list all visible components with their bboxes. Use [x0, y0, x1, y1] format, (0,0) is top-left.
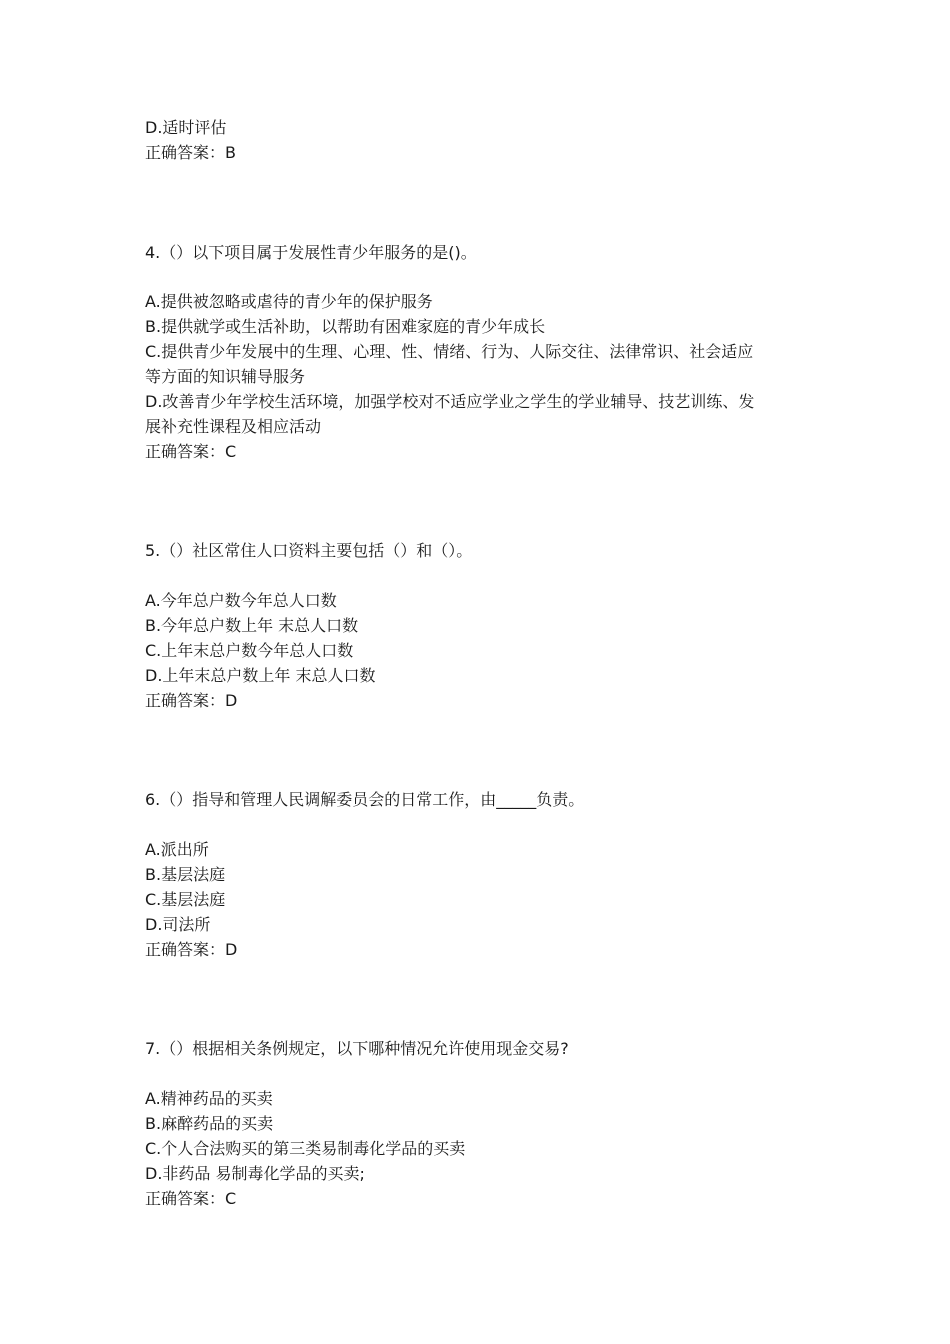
q5-stem: 5.（）社区常住人口资料主要包括（）和（）。 [145, 541, 473, 560]
q3-option-d: D.适时评估 [145, 118, 227, 137]
q7-option-c: C.个人合法购买的第三类易制毒化学品的买卖 [145, 1139, 466, 1158]
q4-option-c-line2: 等方面的知识辅导服务 [145, 367, 306, 386]
q7-option-a: A.精神药品的买卖 [145, 1089, 273, 1108]
q5-answer: 正确答案：D [145, 691, 238, 710]
q4-option-a: A.提供被忽略或虐待的青少年的保护服务 [145, 292, 433, 311]
q6-option-c: C.基层法庭 [145, 890, 226, 909]
q4-option-c-line1: C.提供青少年发展中的生理、心理、性、情绪、行为、人际交往、法律常识、社会适应 [145, 342, 754, 361]
q4-option-b: B.提供就学或生活补助，以帮助有困难家庭的青少年成长 [145, 317, 546, 336]
q5-option-a: A.今年总户数今年总人口数 [145, 591, 337, 610]
q4-stem: 4.（）以下项目属于发展性青少年服务的是()。 [145, 243, 477, 262]
q4-option-d-line1: D.改善青少年学校生活环境，加强学校对不适应学业之学生的学业辅导、技艺训练、发 [145, 392, 755, 411]
q6-stem: 6.（）指导和管理人民调解委员会的日常工作，由_____负责。 [145, 790, 585, 809]
q7-answer: 正确答案：C [145, 1189, 237, 1208]
q5-option-b: B.今年总户数上年 末总人口数 [145, 616, 359, 635]
q7-option-d: D.非药品 易制毒化学品的买卖; [145, 1164, 365, 1183]
q6-option-d: D.司法所 [145, 915, 211, 934]
q6-answer: 正确答案：D [145, 940, 238, 959]
q6-option-b: B.基层法庭 [145, 865, 226, 884]
q4-option-d-line2: 展补充性课程及相应活动 [145, 417, 322, 436]
q5-option-c: C.上年末总户数今年总人口数 [145, 641, 354, 660]
q5-option-d: D.上年末总户数上年 末总人口数 [145, 666, 376, 685]
q4-answer: 正确答案：C [145, 442, 237, 461]
q3-answer: 正确答案：B [145, 143, 236, 162]
q7-option-b: B.麻醉药品的买卖 [145, 1114, 274, 1133]
q6-option-a: A.派出所 [145, 840, 209, 859]
q7-stem: 7.（）根据相关条例规定，以下哪种情况允许使用现金交易? [145, 1039, 569, 1058]
